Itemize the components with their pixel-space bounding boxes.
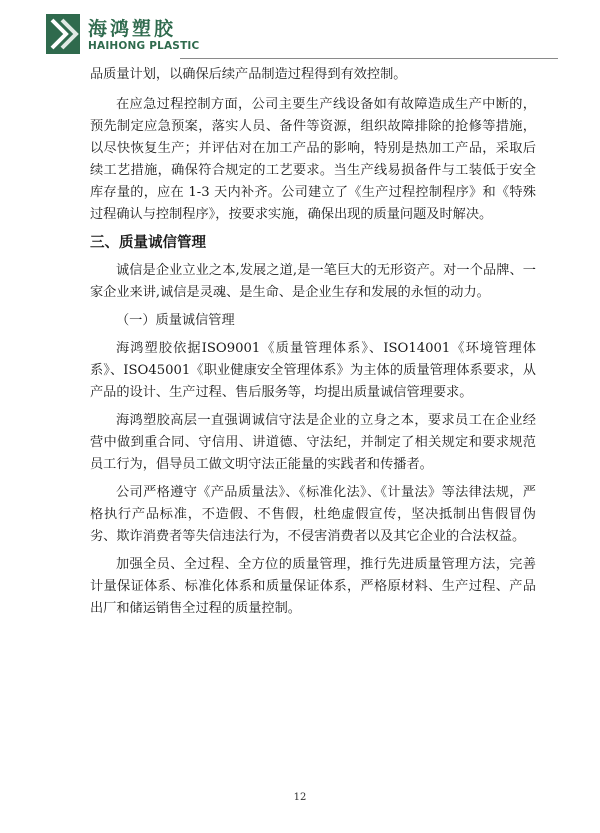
section-heading: 三、质量诚信管理 [90,235,206,251]
paragraph-quality-system: 海鸿塑胶依据ISO9001《质量管理体系》、ISO14001《环境管理体系》、ISO45001《职业健康安全管理体系》为主体的质量管理体系要求，从产品的设计、生产过程、售后服务等，均提出质量诚信管理要求。 [90,341,536,400]
subsection-heading: （一）质量诚信管理 [116,313,235,328]
document-body [90,64,536,626]
header-divider [180,58,558,59]
haihong-logo-icon [46,14,80,54]
page-number: 12 [293,792,307,803]
logo-chinese-name: 海鸿塑胶 [88,18,177,40]
paragraph-continuation: 品质量计划，以确保后续产品制造过程得到有效控制。 [90,67,407,82]
paragraph-quality-management: 加强全员、全过程、全方位的质量管理，推行先进质量管理方法，完善计量保证体系、标准化体系和质量保证体系，严格原材料、生产过程、产品出厂和储运销售全过程的质量控制。 [90,557,536,616]
paragraph-leadership: 海鸿塑胶高层一直强调诚信守法是企业的立身之本，要求员工在企业经营中做到重合同、守信用、讲道德、守法纪，并制定了相关规定和要求规范员工行为，倡导员工做文明守法正能量的实践者和传播者。 [90,413,536,472]
paragraph-integrity-intro: 诚信是企业立业之本,发展之道,是一笔巨大的无形资产。对一个品牌、一家企业来讲,诚信是灵魂、是生命、是企业生存和发展的永恒的动力。 [90,263,536,300]
page-header [0,0,600,62]
paragraph-legal-compliance: 公司严格遵守《产品质量法》、《标准化法》、《计量法》等法律法规，严格执行产品标准，不造假、不售假，杜绝虚假宣传，坚决抵制出售假冒伪劣、欺诈消费者等失信违法行为，不侵害消费者以及其它企业的合法权益。 [90,485,536,544]
logo-english-name: HAIHONG PLASTIC [88,40,200,52]
paragraph-emergency-control: 在应急过程控制方面，公司主要生产线设备如有故障造成生产中断的，预先制定应急预案，落实人员、备件等资源，组织故障排除的抢修等措施，以尽快恢复生产；并评估对在加工产品的影响，特别是热加工产品，采取后续工艺措施，确保符合规定的工艺要求。当生产线易损备件与工装低于安全库存量的，应在 1-3 天内补齐。公司建立了《生产过程控制程序》和《特殊过程确认与控制程序》，按要求实施，确保出现的质量问题及时解决。 [90,97,536,222]
